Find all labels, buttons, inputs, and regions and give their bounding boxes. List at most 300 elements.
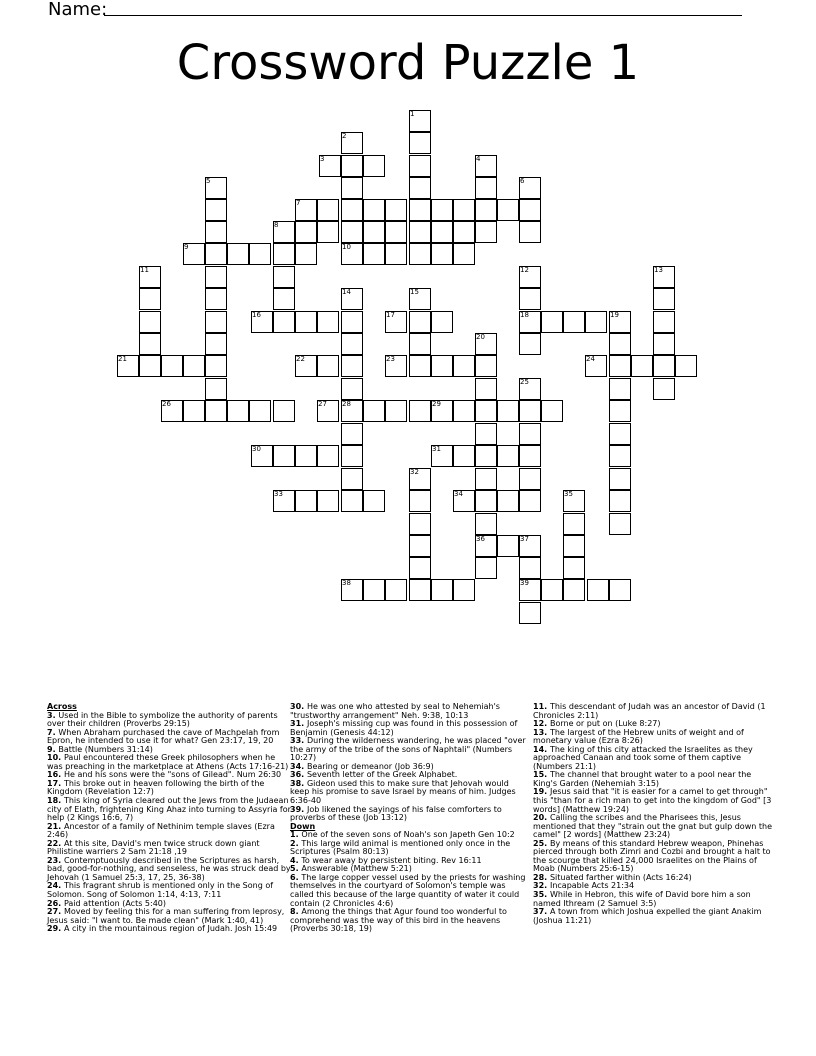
grid-cell[interactable] [475,400,497,422]
clue-item-number: 28. [533,872,550,882]
grid-cell[interactable] [341,445,363,467]
grid-cell[interactable] [431,355,453,377]
clue-item-number: 15. [533,770,550,780]
clue-item-number: 24. [47,881,64,891]
grid-cell[interactable] [249,243,271,265]
grid-cell[interactable] [227,243,249,265]
down-clue-list-2 [533,703,773,925]
clue-item-text: Bearing or demeanor (Job 36:9) [306,761,434,771]
grid-cell[interactable] [363,400,385,422]
grid-cell[interactable] [453,355,475,377]
clue-item [47,823,293,840]
clues-column-1 [47,703,293,934]
clue-item-text: Moved by feeling this for a man suffering from leprosy, Jesus said: "I want to. Be made clean" (Mark 1:40, 41) [47,907,285,925]
grid-cell[interactable] [139,311,161,333]
clue-item-number: 18. [47,796,64,806]
grid-cell[interactable] [341,199,363,221]
clue-number: 34 [454,490,463,498]
grid-cell[interactable] [317,355,339,377]
clue-item-number: 8. [290,907,302,917]
grid-cell[interactable] [609,579,631,601]
clue-number: 30 [252,445,261,453]
clue-item-number: 38. [290,778,307,788]
clue-item-text: Jesus said that "it is easier for a camel to get through" this "than for a rich man to get into the kingdom of God" [3 words] (Matthew 19:24) [533,787,772,814]
clue-item [47,908,293,925]
grid-cell[interactable] [475,468,497,490]
grid-cell[interactable] [409,243,431,265]
clue-item-number: 17. [47,778,64,788]
clue-number: 28 [342,400,351,408]
grid-cell[interactable] [475,221,497,243]
grid-cell[interactable] [363,490,385,512]
down-heading: Down [290,821,316,831]
grid-cell[interactable] [139,333,161,355]
clue-item [533,908,773,925]
grid-cell[interactable] [453,199,475,221]
grid-cell[interactable] [609,513,631,535]
grid-cell[interactable] [273,445,295,467]
grid-cell[interactable] [205,288,227,310]
grid-cell[interactable] [497,400,519,422]
clue-item-text: The largest of the Hebrew units of weight and of monetary value (Ezra 8:26) [533,727,744,746]
grid-cell[interactable] [519,557,541,579]
grid-cell[interactable] [475,445,497,467]
grid-cell[interactable] [453,221,475,243]
clue-item [290,806,530,823]
clue-item-text: Among the things that Agur found too wonderful to comprehend was the way of this bird in the heavens (Proverbs 30:18, 19) [290,907,507,934]
clue-item [533,814,773,840]
clue-item-text: Calling the scribes and the Pharisees this, Jesus mentioned that they "strain out the gnat but gulp down the camel" [2 words] (Matthew 23:24) [533,813,772,840]
clue-item-number: 35. [533,890,550,900]
grid-cell[interactable] [317,311,339,333]
grid-cell[interactable] [431,221,453,243]
clue-item-text: The king of this city attacked the Israelites as they approached Canaan and took some of them captive (Numbers 21:1) [533,744,753,771]
grid-cell[interactable] [497,445,519,467]
clue-number: 27 [318,400,327,408]
clue-item-number: 3. [47,710,59,720]
clue-item [533,840,773,874]
clue-item-number: 1. [290,830,302,840]
down-clue-list-1 [290,831,530,934]
clue-item-text: During the wilderness wandering, he was placed "over the army of the tribe of the sons of Naphtali" (Numbers 10:27) [290,736,526,763]
grid-cell[interactable] [475,177,497,199]
clue-item-number: 37. [533,907,550,917]
clue-item-text: This broke out in heaven following the birth of the Kingdom (Revelation 12:7) [47,778,265,797]
clue-item [47,797,293,823]
clue-item-text: Paul encountered these Greek philosophers when he was preaching in the marketplace at Athens (Acts 17:16-21) [47,753,289,771]
grid-cell[interactable] [363,221,385,243]
grid-cell[interactable] [409,513,431,535]
clue-item [290,840,530,857]
clue-number: 31 [432,445,441,453]
clue-item [533,891,773,908]
grid-cell[interactable] [519,400,541,422]
clue-item-text: Gideon used this to make sure that Jehovah would keep his promise to save Israel by means of him. Judges 6:36-40 [290,778,516,806]
clue-number: 25 [520,378,529,386]
clue-number: 22 [296,355,305,363]
grid-cell[interactable] [475,513,497,535]
clue-item-text: While in Hebron, this wife of David bore him a son named Ithream (2 Samuel 3:5) [533,890,751,908]
clue-item-number: 11. [533,702,550,711]
clue-item [47,840,293,857]
clue-number: 29 [432,400,441,408]
grid-cell[interactable] [273,243,295,265]
grid-cell[interactable] [205,333,227,355]
clue-number: 19 [610,311,619,319]
clue-item-number: 22. [47,838,64,848]
grid-cell[interactable] [475,378,497,400]
grid-cell[interactable] [205,266,227,288]
clue-item-number: 7. [47,727,59,737]
clue-item-number: 19. [533,787,550,797]
grid-cell[interactable] [519,490,541,512]
clue-item-text: Joseph's missing cup was found in this possession of Benjamin (Genesis 44:12) [290,719,518,737]
grid-cell[interactable] [475,490,497,512]
grid-cell[interactable] [475,423,497,445]
grid-cell[interactable] [541,579,563,601]
across-heading: Across [47,702,77,711]
grid-cell[interactable] [295,311,317,333]
clue-item [47,729,293,746]
clue-item-number: 16. [47,770,64,780]
clue-item-number: 20. [533,813,550,823]
clue-item-text: Situated farther within (Acts 16:24) [549,872,692,882]
clue-number: 37 [520,535,529,543]
clue-item [47,857,293,883]
grid-cell[interactable] [295,490,317,512]
clue-item-text: The large copper vessel used by the priests for washing themselves in the courtyard of Solomon's temple was called this because of the large quantity of water it could contain (2 Chronicles 4:6) [290,872,526,908]
grid-cell[interactable] [341,355,363,377]
grid-cell[interactable] [205,311,227,333]
clue-item [290,874,530,908]
clue-item-number: 27. [47,907,64,917]
grid-cell[interactable] [609,445,631,467]
grid-cell[interactable] [475,199,497,221]
clue-item-text: The channel that brought water to a pool near the King's Garden (Nehemiah 3:15) [533,770,752,788]
grid-cell[interactable] [385,243,407,265]
clue-item [290,780,530,806]
across-clue-list-2 [290,703,530,823]
clue-item-number: 5. [290,864,302,874]
grid-cell[interactable] [227,400,249,422]
grid-cell[interactable] [139,355,161,377]
grid-cell[interactable] [409,177,431,199]
grid-cell[interactable] [631,355,653,377]
grid-cell[interactable] [519,468,541,490]
grid-cell[interactable] [675,355,697,377]
grid-cell[interactable] [453,445,475,467]
clue-item-number: 33. [290,736,307,746]
clue-item-number: 9. [47,744,59,754]
clue-item-number: 21. [47,821,64,831]
clue-item-text: Battle (Numbers 31:14) [58,744,153,754]
clue-item-text: By means of this standard Hebrew weapon, Phinehas pierced through both Zimri and Cozbi and brought a halt to the scourge that killed 24,000 Israelites on the Plains of Moab (Numbers 25:6-15) [533,838,771,874]
clue-number: 23 [386,355,395,363]
clue-number: 26 [162,400,171,408]
grid-cell[interactable] [341,468,363,490]
grid-cell[interactable] [431,243,453,265]
grid-cell[interactable] [431,311,453,333]
grid-cell[interactable] [609,400,631,422]
grid-cell[interactable] [273,311,295,333]
grid-cell[interactable] [341,333,363,355]
clue-item-text: This king of Syria cleared out the Jews from the Judaean city of Elath, frightening King Ahaz into turning to Assyria for help (2 Kings 16:6, 7) [47,796,291,823]
grid-cell[interactable] [519,423,541,445]
clue-number: 4 [476,155,481,163]
grid-cell[interactable] [585,311,607,333]
clue-number: 15 [410,288,419,296]
grid-cell[interactable] [563,311,585,333]
clue-item-number: 31. [290,719,307,729]
clue-number: 12 [520,266,529,274]
page-title: Crossword Puzzle 1 [176,35,640,91]
clue-item [533,729,773,746]
grid-cell[interactable] [409,221,431,243]
clue-number: 21 [118,355,127,363]
grid-cell[interactable] [273,288,295,310]
clue-number: 5 [206,177,211,185]
clue-number: 39 [520,579,529,587]
clue-item-text: Contemptuously described in the Scriptures as harsh, bad, good-for-nothing, and senseless, he was struck dead by Jehovah (1 Samuel 25:3, 17, 25, 36-38) [47,855,291,882]
clue-item [290,908,530,934]
clue-number: 7 [296,199,301,207]
grid-cell[interactable] [519,199,541,221]
grid-cell[interactable] [385,579,407,601]
clue-item-number: 30. [290,702,307,711]
clue-item-text: Used in the Bible to symbolize the authority of parents over their children (Proverbs 29:15) [47,710,278,729]
grid-cell[interactable] [295,221,317,243]
grid-cell[interactable] [341,177,363,199]
clue-number: 16 [252,311,261,319]
clue-item [533,703,773,720]
clue-number: 38 [342,579,351,587]
grid-cell[interactable] [609,423,631,445]
clue-item-text: At this site, David's men twice struck down giant Philistine warriers 2 Sam 21:18 ,19 [47,838,260,857]
grid-cell[interactable] [341,221,363,243]
clue-item-number: 34. [290,761,307,771]
clue-item-text: Seventh letter of the Greek Alphabet. [306,770,458,780]
grid-cell[interactable] [205,378,227,400]
grid-cell[interactable] [609,490,631,512]
grid-cell[interactable] [385,400,407,422]
grid-cell[interactable] [453,579,475,601]
clue-number: 1 [410,110,415,118]
clue-item [533,746,773,772]
grid-cell[interactable] [541,311,563,333]
grid-cell[interactable] [497,535,519,557]
name-label: Name: [48,0,108,20]
grid-cell[interactable] [409,311,431,333]
grid-cell[interactable] [341,490,363,512]
grid-cell[interactable] [453,243,475,265]
clue-item [47,754,293,771]
grid-cell[interactable] [453,400,475,422]
grid-cell[interactable] [205,221,227,243]
clue-item [533,771,773,788]
clue-number: 20 [476,333,485,341]
grid-cell[interactable] [409,579,431,601]
grid-cell[interactable] [431,199,453,221]
grid-cell[interactable] [609,333,631,355]
grid-cell[interactable] [341,311,363,333]
grid-cell[interactable] [139,288,161,310]
grid-cell[interactable] [161,355,183,377]
clue-number: 10 [342,243,351,251]
clue-item [533,788,773,814]
clue-number: 9 [184,243,189,251]
clue-item-text: Borne or put on (Luke 8:27) [549,719,661,729]
clue-item-number: 36. [290,770,307,780]
grid-cell[interactable] [341,423,363,445]
grid-cell[interactable] [519,445,541,467]
grid-cell[interactable] [409,400,431,422]
grid-cell[interactable] [317,199,339,221]
clue-item [47,712,293,729]
grid-cell[interactable] [475,557,497,579]
clue-item-number: 10. [47,753,64,763]
clue-item-number: 29. [47,924,64,934]
clue-item-number: 25. [533,838,550,848]
clue-item-number: 2. [290,838,302,848]
grid-cell[interactable] [183,400,205,422]
clue-item-text: This large wild animal is mentioned only once in the Scriptures (Psalm 80:13) [290,838,511,857]
clues-column-3 [533,703,773,925]
clue-item-text: This fragrant shrub is mentioned only in the Song of Solomon. Song of Solomon 1:14, 4:13, 7:11 [47,881,274,900]
grid-cell[interactable] [519,602,541,624]
clue-item-number: 23. [47,855,64,865]
clue-item-text: Answerable (Matthew 5:21) [301,864,412,874]
grid-cell[interactable] [273,266,295,288]
clue-item-text: One of the seven sons of Noah's son Japeth Gen 10:2 [301,830,515,840]
grid-cell[interactable] [363,199,385,221]
clue-item [290,737,530,763]
clue-item-text: Incapable Acts 21:34 [549,881,635,891]
grid-cell[interactable] [385,221,407,243]
clue-item [47,780,293,797]
clue-item-text: Ancestor of a family of Nethinim temple slaves (Ezra 2:46) [47,821,275,840]
grid-cell[interactable] [609,355,631,377]
grid-cell[interactable] [563,579,585,601]
clue-item [290,703,530,720]
grid-cell[interactable] [273,400,295,422]
grid-cell[interactable] [341,155,363,177]
clue-number: 8 [274,221,279,229]
clue-number: 36 [476,535,485,543]
grid-cell[interactable] [341,378,363,400]
grid-cell[interactable] [385,199,407,221]
grid-cell[interactable] [317,445,339,467]
grid-cell[interactable] [653,288,675,310]
grid-cell[interactable] [317,490,339,512]
clue-item-text: Job likened the sayings of his false comforters to proverbs of these (Job 13:12) [290,804,502,823]
clue-item-text: When Abraham purchased the cave of Machpelah from Epron, he intended to use it for what? Gen 23:17, 19, 20 [47,727,280,746]
grid-cell[interactable] [587,579,609,601]
grid-cell[interactable] [205,243,227,265]
clue-number: 13 [654,266,663,274]
clue-number: 6 [520,177,525,185]
clue-number: 2 [342,132,347,140]
grid-cell[interactable] [653,333,675,355]
clue-number: 14 [342,288,351,296]
grid-cell[interactable] [609,468,631,490]
grid-cell[interactable] [653,378,675,400]
grid-cell[interactable] [519,221,541,243]
grid-cell[interactable] [609,378,631,400]
grid-cell[interactable] [409,355,431,377]
across-clue-list-1 [47,712,293,934]
grid-cell[interactable] [363,155,385,177]
grid-cell[interactable] [363,579,385,601]
grid-cell[interactable] [317,221,339,243]
grid-cell[interactable] [295,445,317,467]
grid-cell[interactable] [563,513,585,535]
grid-cell[interactable] [183,355,205,377]
clue-item-number: 13. [533,727,550,737]
grid-cell[interactable] [409,557,431,579]
clue-number: 32 [410,468,419,476]
clue-item-text: To wear away by persistent biting. Rev 16:11 [301,855,482,865]
clue-number: 35 [564,490,573,498]
grid-cell[interactable] [563,535,585,557]
grid-cell[interactable] [409,155,431,177]
clue-item-text: A town from which Joshua expelled the giant Anakim (Joshua 11:21) [533,907,762,925]
grid-cell[interactable] [563,557,585,579]
grid-cell[interactable] [497,199,519,221]
grid-cell[interactable] [541,400,563,422]
clue-item-number: 14. [533,744,550,754]
grid-cell[interactable] [295,243,317,265]
grid-cell[interactable] [475,355,497,377]
clue-number: 18 [520,311,529,319]
grid-cell[interactable] [519,333,541,355]
clue-item [47,882,293,899]
clue-item-number: 32. [533,881,550,891]
clue-item-text: He and his sons were the "sons of Gilead". Num 26:30 [63,770,282,780]
grid-cell[interactable] [431,579,453,601]
clue-item-text: He was one who attested by seal to Nehemiah's "trustworthy arrangement" Neh. 9:38, 10:13 [290,702,500,720]
clue-item [47,925,293,934]
grid-cell[interactable] [497,490,519,512]
grid-cell[interactable] [409,132,431,154]
clue-item-number: 39. [290,804,307,814]
clue-number: 33 [274,490,283,498]
grid-cell[interactable] [249,400,271,422]
clue-number: 24 [586,355,595,363]
clue-item-number: 6. [290,872,302,882]
grid-cell[interactable] [409,490,431,512]
grid-cell[interactable] [363,243,385,265]
clue-item-number: 26. [47,898,64,908]
clue-item-text: A city in the mountainous region of Judah. Josh 15:49 [63,924,278,934]
grid-cell[interactable] [205,199,227,221]
grid-cell[interactable] [205,400,227,422]
grid-cell[interactable] [409,535,431,557]
clue-item-text: This descendant of Judah was an ancestor of David (1 Chronicles 2:11) [533,702,766,720]
clue-number: 11 [140,266,149,274]
clue-item-number: 4. [290,855,302,865]
clue-item-number: 12. [533,719,550,729]
clue-item-text: Paid attention (Acts 5:40) [63,898,166,908]
grid-cell[interactable] [653,311,675,333]
grid-cell[interactable] [409,199,431,221]
grid-cell[interactable] [205,355,227,377]
grid-cell[interactable] [653,355,675,377]
clue-number: 3 [320,155,325,163]
grid-cell[interactable] [519,288,541,310]
grid-cell[interactable] [409,333,431,355]
clue-number: 17 [386,311,395,319]
clues-column-2 [290,703,530,934]
